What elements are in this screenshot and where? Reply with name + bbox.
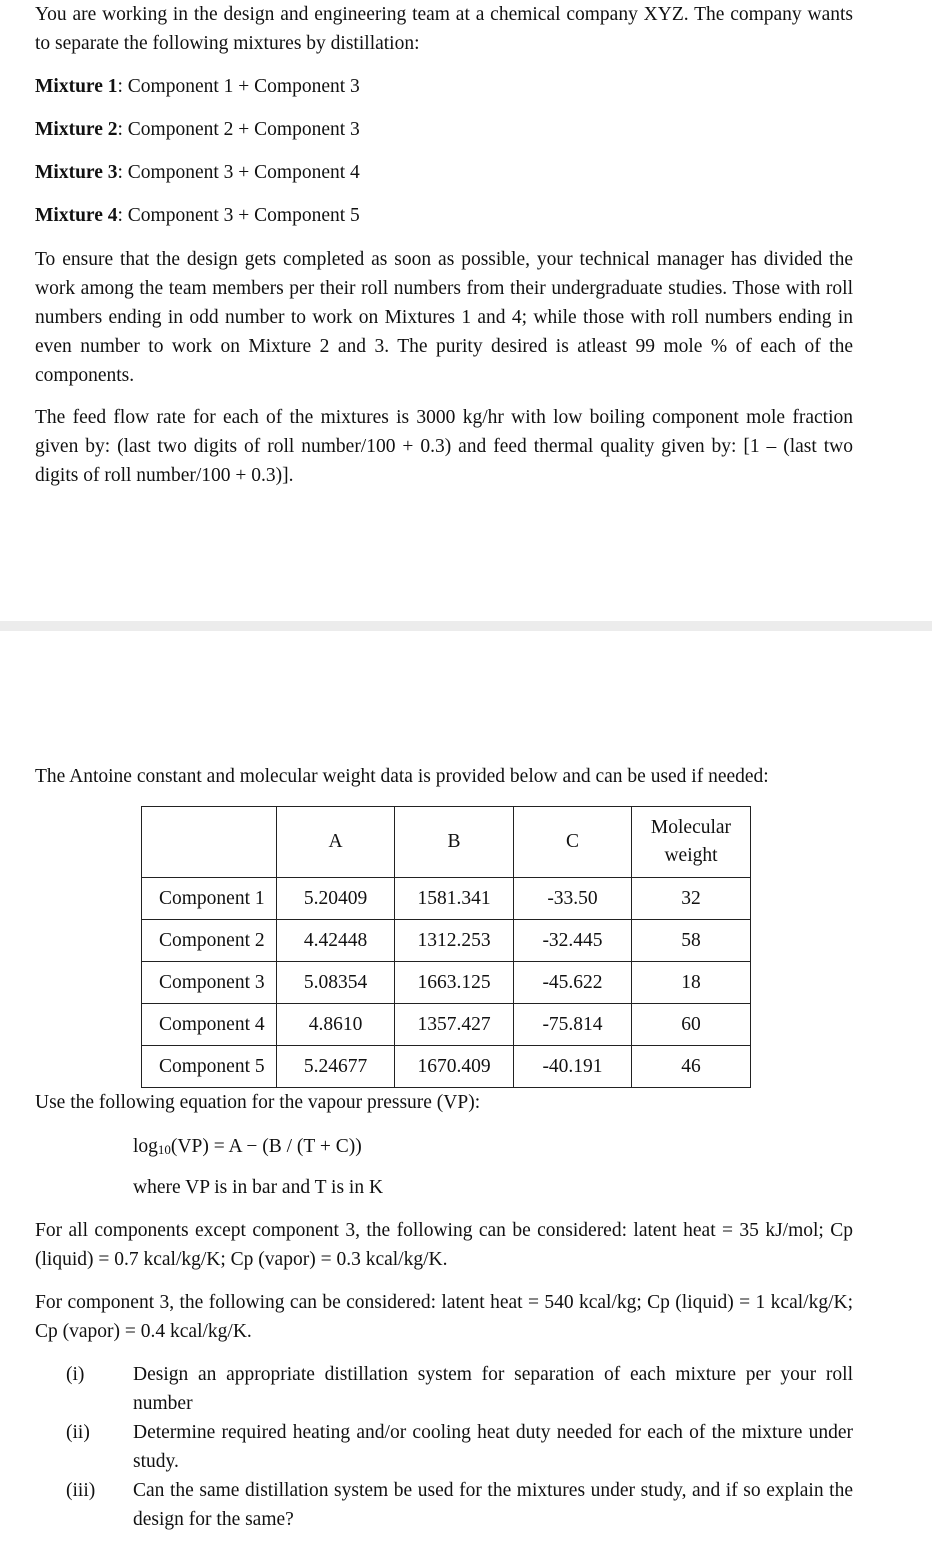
mixture-4-label: Mixture 4: [35, 205, 118, 226]
mixture-1-label: Mixture 1: [35, 76, 118, 97]
vp-units: where VP is in bar and T is in K: [133, 1177, 384, 1198]
mixture-2-components: : Component 2 + Component 3: [117, 119, 360, 140]
vp-eq-base: 10: [157, 1142, 171, 1157]
properties-component-3: For component 3, the following can be considered: latent heat = 540 kcal/kg; Cp (liquid) = 1 kcal/kg/K; Cp (vapor) = 0.4 kcal/kg/K.: [35, 1292, 853, 1342]
component-name: Component 5: [142, 1046, 277, 1088]
header-b: B: [395, 807, 514, 878]
value-a: 5.08354: [277, 962, 395, 1004]
header-empty: [142, 807, 277, 878]
table-row: [142, 878, 751, 920]
mixture-3-line: [35, 158, 853, 187]
value-a: 4.42448: [277, 920, 395, 962]
table-row: [142, 1046, 751, 1088]
table-row: [142, 1004, 751, 1046]
vp-equation: [133, 1132, 362, 1161]
mixture-3-label: Mixture 3: [35, 162, 118, 183]
value-mw: 18: [632, 962, 751, 1004]
value-a: 5.24677: [277, 1046, 395, 1088]
value-b: 1670.409: [395, 1046, 514, 1088]
value-a: 5.20409: [277, 878, 395, 920]
question-2-number: (ii): [66, 1422, 90, 1443]
question-3-number: (iii): [66, 1480, 96, 1501]
antoine-intro: The Antoine constant and molecular weight data is provided below and can be used if needed:: [35, 766, 769, 787]
properties-others: For all components except component 3, the following can be considered: latent heat = 35 kJ/mol; Cp (liquid) = 0.7 kcal/kg/K; Cp (vapor) = 0.3 kcal/kg/K.: [35, 1220, 853, 1270]
value-c: -45.622: [514, 962, 632, 1004]
value-b: 1357.427: [395, 1004, 514, 1046]
header-c: C: [514, 807, 632, 878]
mixture-1-line: [35, 72, 853, 101]
question-1-text: Design an appropriate distillation system for separation of each mixture per your roll number: [133, 1364, 853, 1414]
value-b: 1581.341: [395, 878, 514, 920]
table-row: [142, 920, 751, 962]
value-mw: 60: [632, 1004, 751, 1046]
feed-paragraph: The feed flow rate for each of the mixtures is 3000 kg/hr with low boiling component mole fraction given by: (last two digits of roll number/100 + 0.3) and feed thermal quality given by: [1 – (last two digits of roll number/100 + 0.3)].: [35, 407, 853, 486]
intro-paragraph: You are working in the design and engineering team at a chemical company XYZ. The company wants to separate the following mixtures by distillation:: [35, 4, 853, 54]
page-divider: [0, 621, 932, 631]
antoine-table: [141, 806, 751, 1088]
component-name: Component 3: [142, 962, 277, 1004]
value-a: 4.8610: [277, 1004, 395, 1046]
mixture-2-label: Mixture 2: [35, 119, 118, 140]
table-row: [142, 962, 751, 1004]
mixture-1-components: : Component 1 + Component 3: [117, 76, 360, 97]
value-c: -33.50: [514, 878, 632, 920]
value-b: 1663.125: [395, 962, 514, 1004]
mixture-3-components: : Component 3 + Component 4: [117, 162, 360, 183]
header-a: A: [277, 807, 395, 878]
table-header-row: [142, 807, 751, 878]
mixture-2-line: [35, 115, 853, 144]
mixture-4-components: : Component 3 + Component 5: [117, 205, 360, 226]
value-b: 1312.253: [395, 920, 514, 962]
value-mw: 32: [632, 878, 751, 920]
vp-intro: Use the following equation for the vapour pressure (VP):: [35, 1092, 481, 1113]
header-molecular-weight: Molecular weight: [632, 807, 751, 878]
question-3-text: Can the same distillation system be used for the mixtures under study, and if so explain the design for the same?: [133, 1480, 853, 1530]
value-mw: 46: [632, 1046, 751, 1088]
component-name: Component 1: [142, 878, 277, 920]
question-1-number: (i): [66, 1364, 85, 1385]
question-2-text: Determine required heating and/or cooling heat duty needed for each of the mixture under study.: [133, 1422, 853, 1472]
value-c: -40.191: [514, 1046, 632, 1088]
value-c: -32.445: [514, 920, 632, 962]
mixture-4-line: [35, 201, 853, 230]
component-name: Component 4: [142, 1004, 277, 1046]
value-mw: 58: [632, 920, 751, 962]
assignment-paragraph: To ensure that the design gets completed as soon as possible, your technical manager has divided the work among the team members per their roll numbers from their undergraduate studies. Those with roll numbers ending in odd number to work on Mixtures 1 and 4; while those with roll numbers ending in even number to work on Mixture 2 and 3. The purity desired is atleast 99 mole % of each of the components.: [35, 249, 853, 386]
component-name: Component 2: [142, 920, 277, 962]
vp-eq-log: log: [133, 1136, 158, 1157]
vp-eq-rest: (VP) = A − (B / (T + C)): [170, 1136, 362, 1157]
value-c: -75.814: [514, 1004, 632, 1046]
